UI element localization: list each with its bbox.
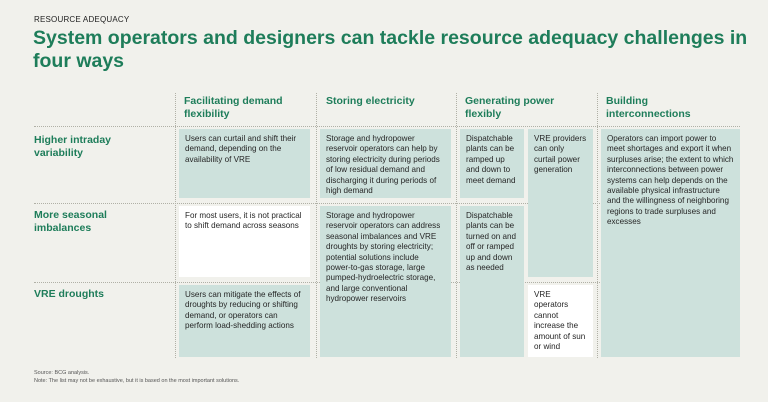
cell-demand-intraday: Users can curtail and shift their demand, depending on the availability of VRE bbox=[179, 129, 310, 198]
cell-demand-droughts: Users can mitigate the effects of droughts by reducing or shifting demand, or operators can perform load-shedding actions bbox=[179, 285, 310, 357]
column-header-generation: Generating power flexibly bbox=[465, 95, 555, 120]
cell-interconnections: Operators can import power to meet shortages and export it when surpluses arise; the extent to which interconnections between power systems can help depends on the available physical infrastructure and the willingness of neighboring regions to trade surpluses and excesses bbox=[601, 129, 740, 357]
cell-dispatchable-intraday: Dispatchable plants can be ramped up and down to meet demand bbox=[460, 129, 524, 198]
column-divider bbox=[175, 93, 176, 358]
cell-storage-seasonal-droughts: Storage and hydropower reservoir operators can address seasonal imbalances and VRE droughts by storing electricity; potential solutions include power-to-gas storage, large pumped-hydroelectric storage, and large conventional hydropower reservoirs bbox=[320, 206, 451, 357]
column-divider bbox=[316, 93, 317, 358]
column-header-interconnections: Building interconnections bbox=[606, 95, 691, 120]
cell-vre-droughts: VRE operators cannot increase the amount of sun or wind bbox=[528, 285, 593, 357]
source-note: Source: BCG analysis. bbox=[34, 370, 90, 376]
row-divider bbox=[34, 126, 740, 127]
column-header-demand: Facilitating demand flexibility bbox=[184, 95, 283, 120]
row-header-seasonal: More seasonal imbalances bbox=[34, 209, 107, 234]
cell-storage-intraday: Storage and hydropower reservoir operators can help by storing electricity during periods of low residual demand and discharging it during periods of high demand bbox=[320, 129, 451, 198]
column-divider bbox=[456, 93, 457, 358]
cell-vre-intraday-seasonal: VRE providers can only curtail power generation bbox=[528, 129, 593, 277]
eyebrow-label: RESOURCE ADEQUACY bbox=[34, 15, 130, 24]
footnote: Note: The list may not be exhaustive, but it is based on the most important solutions. bbox=[34, 378, 240, 384]
column-header-storage: Storing electricity bbox=[326, 95, 415, 107]
row-header-droughts: VRE droughts bbox=[34, 288, 104, 300]
column-divider bbox=[597, 93, 598, 358]
row-header-intraday: Higher intraday variability bbox=[34, 134, 112, 159]
cell-demand-seasonal: For most users, it is not practical to shift demand across seasons bbox=[179, 206, 310, 277]
page-title: System operators and designers can tackle resource adequacy challenges in four ways bbox=[33, 27, 748, 72]
cell-dispatchable-seasonal-droughts: Dispatchable plants can be turned on and off or ramped up and down as needed bbox=[460, 206, 524, 357]
